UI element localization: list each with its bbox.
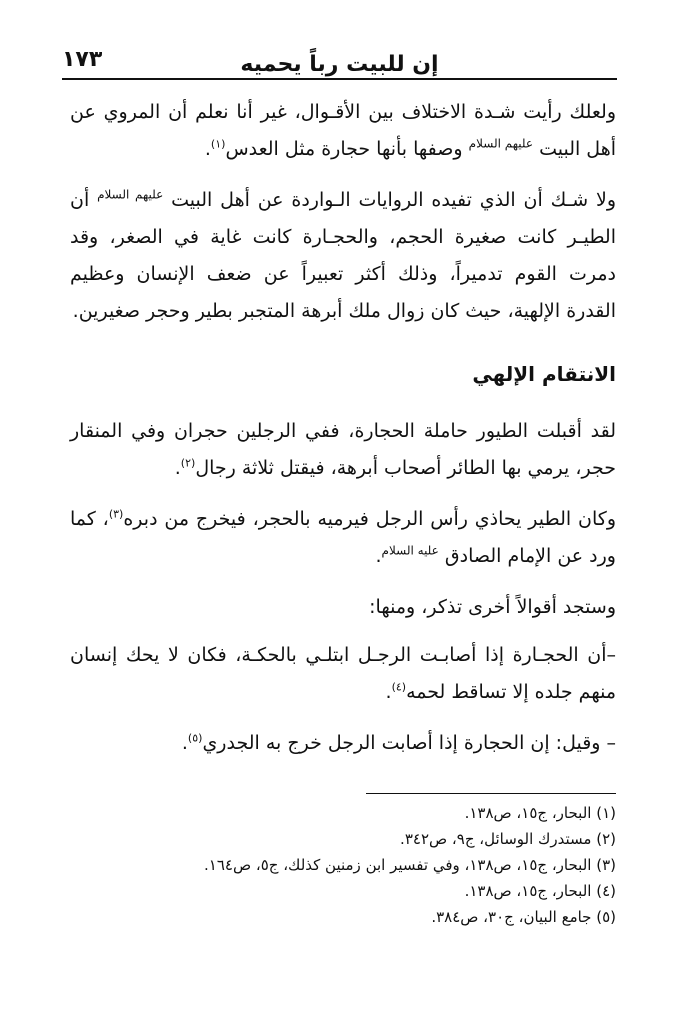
footnote-marker[interactable]: (١) <box>210 137 226 151</box>
footnote-marker[interactable]: (٥) <box>187 731 203 745</box>
page-header <box>62 40 617 76</box>
honorific-glyph: عليهم السلام <box>468 136 534 151</box>
main-text <box>70 94 616 776</box>
paragraph-2: ولا شـك أن الذي تفيده الروايات الـواردة عن أهل البيت $^{عليهم السلام}$ أن الطيـر كانت صغيرة الحجم، والحجـارة كانت غاية في الصغر، وقد دمرت القوم تدميراً، وذلك أكثر تعبيراً عن ضعف الإنسان وعظيم القدرة الإلهية، حيث كان زوال ملك أبرهة المتجبر بطير وحجر صغيرين. <box>70 187 616 322</box>
footnotes <box>70 800 616 930</box>
honorific-glyph: عليه السلام <box>381 543 439 558</box>
paragraph-4: وكان الطير يحاذي رأس الرجل فيرميه بالحجر، فيخرج من دبره$^{(٣)}$، كما ورد عن الإمام الصادق $^{عليه السلام}$. <box>70 507 617 567</box>
honorific-glyph: عليهم السلام <box>97 187 164 202</box>
page-number: ١٧٣ <box>62 47 103 72</box>
header-divider <box>62 78 617 80</box>
paragraph-1: ولعلك رأيت شـدة الاختلاف بين الأقـوال، غير أنا نعلم أن المروي عن أهل البيت $^{عليهم السلام}$ وصفها بأنها حجارة مثل العدس$^{(١)}$. <box>70 101 616 160</box>
footnote-marker[interactable]: (٤) <box>391 680 407 694</box>
paragraph-6: –أن الحجـارة إذا أصابـت الرجـل ابتلـي بالحكـة، فكان لا يحك إنسان منهم جلده إلا تساقط لحمه$^{(٤)}$. <box>70 644 616 703</box>
footnote-3: (٣) البحار، ج١٥، ص١٣٨، وفي تفسير ابن زمنين كذلك، ج٥، ص١٦٤. <box>204 856 616 874</box>
running-title: إن للبيت رباً يحميه <box>240 52 439 77</box>
paragraph-3: لقد أقبلت الطيور حاملة الحجارة، ففي الرجلين حجران وفي المنقار حجر، يرمي بها الطائر أصحاب أبرهة، فيقتل ثلاثة رجال$^{(٢)}$. <box>70 420 616 479</box>
footnote-4: (٤) البحار، ج١٥، ص١٣٨. <box>464 882 616 900</box>
paragraph-7: – وقيل: إن الحجارة إذا أصابت الرجل خرج به الجدري$^{(٥)}$. <box>181 731 616 754</box>
footnote-2: (٢) مستدرك الوسائل، ج٩، ص٣٤٢. <box>400 830 616 848</box>
paragraph-5: وستجد أقوالاً أخرى تذكر، ومنها: <box>369 596 616 618</box>
footnote-divider <box>366 793 616 794</box>
footnote-marker[interactable]: (٣) <box>108 507 124 521</box>
section-heading: الانتقام الإلهي <box>472 362 616 386</box>
footnote-1: (١) البحار، ج١٥، ص١٣٨. <box>464 804 616 822</box>
footnote-marker[interactable]: (٢) <box>180 456 196 470</box>
footnote-5: (٥) جامع البيان، ج٣٠، ص٣٨٤. <box>431 908 616 926</box>
